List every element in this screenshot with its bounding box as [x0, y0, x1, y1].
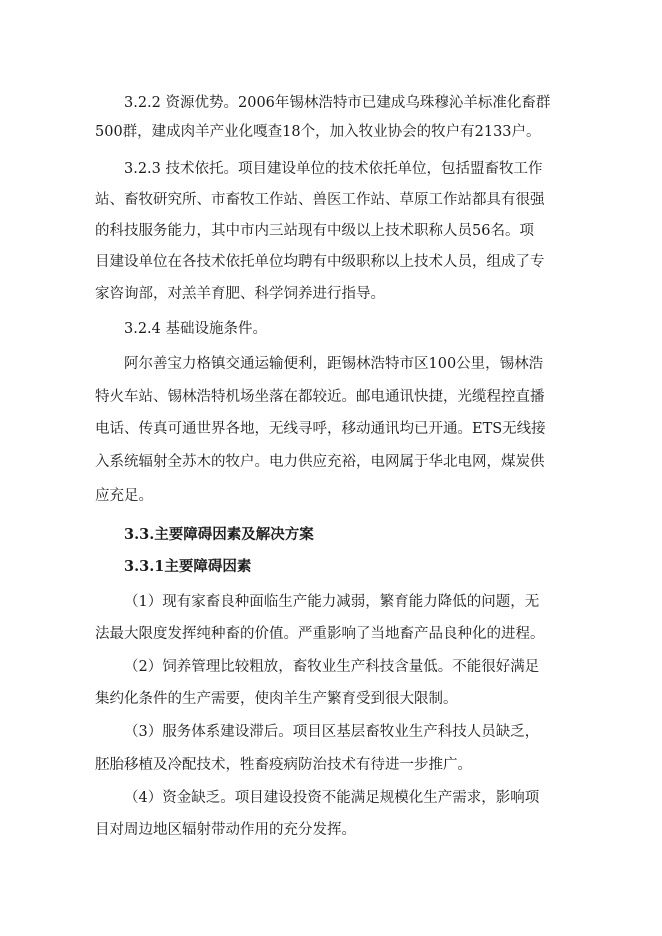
section-324-line-1: 阿尔善宝力格镇交通运输便利，距锡林浩特市区100公里，锡林浩	[124, 356, 544, 372]
section-322-line-1: 3.2.2 资源优势。2006年锡林浩特市已建成乌珠穆沁羊标准化畜群	[124, 95, 551, 111]
obstacle-4-line-1: （4）资金缺乏。项目建设投资不能满足规模化生产需求，影响项	[124, 790, 540, 806]
section-324-heading: 3.2.4 基础设施条件。	[124, 321, 268, 337]
obstacle-4-line-2: 目对周边地区辐射带动作用的充分发挥。	[95, 822, 356, 838]
section-323-line-4: 目建设单位在各技术依托单位均聘有中级职称以上技术人员，组成了专	[95, 254, 545, 270]
section-323-line-5: 家咨询部，对羔羊育肥、科学饲养进行指导。	[95, 286, 385, 302]
section-324-line-2: 特火车站、锡林浩特机场坐落在都较近。邮电通讯快捷，光缆程控直播	[95, 389, 545, 405]
section-324-line-3: 电话、传真可通世界各地，无线寻呼，移动通讯均已开通。ETS无线接	[95, 421, 546, 437]
section-323-line-3: 的科技服务能力，其中市内三站现有中级以上技术职称人员56名。项	[95, 223, 534, 239]
section-322-line-2: 500群，建成肉羊产业化嘎查18个，加入牧业协会的牧户有2133户。	[95, 124, 541, 140]
obstacle-1-line-2: 法最大限度发挥纯种畜的价值。严重影响了当地畜产品良种化的进程。	[95, 626, 545, 642]
obstacle-1-line-1: （1）现有家畜良种面临生产能力减弱，繁育能力降低的问题，无	[124, 594, 540, 610]
section-323-line-2: 站、畜牧研究所、市畜牧工作站、兽医工作站、草原工作站都具有很强	[95, 192, 545, 208]
obstacle-2-line-1: （2）饲养管理比较粗放，畜牧业生产科技含量低。不能很好满足	[124, 659, 540, 675]
section-324-line-5: 应充足。	[95, 488, 153, 504]
obstacle-3-line-2: 胚胎移植及冷配技术，牲畜疫病防治技术有待进一步推广。	[95, 757, 472, 773]
section-331-heading: 3.3.1主要障碍因素	[124, 558, 252, 575]
section-323-line-1: 3.2.3 技术依托。项目建设单位的技术依托单位，包括盟畜牧工作	[124, 161, 543, 177]
section-324-line-4: 入系统辐射全苏木的牧户。电力供应充裕，电网属于华北电网，煤炭供	[95, 454, 545, 470]
obstacle-2-line-2: 集约化条件的生产需要，使肉羊生产繁育受到很大限制。	[95, 691, 458, 707]
obstacle-3-line-1: （3）服务体系建设滞后。项目区基层畜牧业生产科技人员缺乏，	[124, 724, 540, 740]
section-33-heading: 3.3.主要障碍因素及解决方案	[124, 526, 314, 543]
